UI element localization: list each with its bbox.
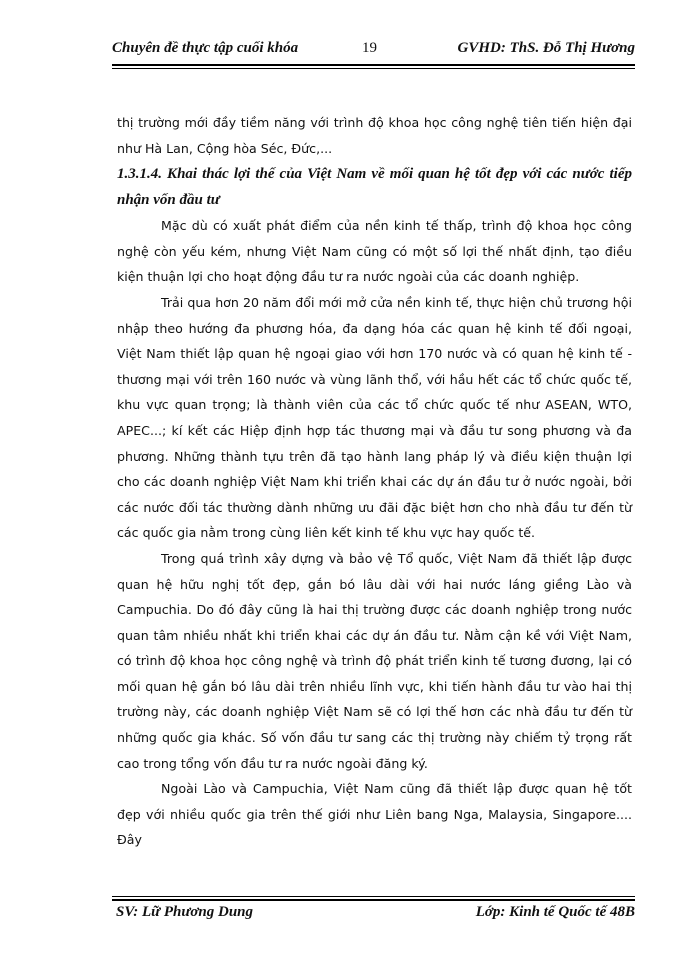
paragraph-2: Trải qua hơn 20 năm đổi mới mở cửa nền kinh tế, thực hiện chủ trương hội nhập theo hướng đa phương hóa, đa dạng hóa các quan hệ kinh tế đối ngoại, Việt Nam thiết lập quan hệ ngoại giao với hơn 170 nước và có quan hệ kinh tế - thương mại với trên 160 nước và vùng lãnh thổ, với hầu hết các tổ chức quốc tế, khu vực quan trọng; là thành viên của các tổ chức quốc tế như ASEAN, WTO, APEC...; kí kết các Hiệp định hợp tác thương mại và đầu tư song phương và đa phương. Những thành tựu trên đã tạo hành lang pháp lý và điều kiện thuận lợi cho các doanh nghiệp Việt Nam khi triển khai các dự án đầu tư ở nước ngoài, bởi các nước đối tác thường dành những ưu đãi đặc biệt hơn cho nhà đầu tư đến từ các quốc gia nằm trong cùng liên kết kinh tế khu vực hay quốc tế. xyxy=(117,294,632,541)
header-rule-thick xyxy=(112,64,635,66)
page-body xyxy=(117,110,632,853)
footer-class: Lớp: Kinh tế Quốc tế 48B xyxy=(475,904,635,920)
paragraph-1: Mặc dù có xuất phát điểm của nền kinh tế thấp, trình độ khoa học công nghệ còn yếu kém, nhưng Việt Nam cũng có một số lợi thế nhất định, tạo điều kiện thuận lợi cho hoạt động đầu tư ra nước ngoài của các doanh nghiệp. xyxy=(117,218,632,285)
header-title: Chuyên đề thực tập cuối khóa xyxy=(112,40,299,56)
header-rule-thin xyxy=(112,68,635,69)
paragraph-4: Ngoài Lào và Campuchia, Việt Nam cũng đã thiết lập được quan hệ tốt đẹp với nhiều quốc gia trên thế giới như Liên bang Nga, Malaysia, Singapore.... Đây xyxy=(117,781,632,848)
footer-rule-thin xyxy=(112,896,635,897)
header-supervisor: GVHD: ThS. Đỗ Thị Hương xyxy=(457,40,635,56)
page-header xyxy=(112,38,635,62)
footer-rule-thick xyxy=(112,899,635,901)
paragraph-3: Trong quá trình xây dựng và bảo vệ Tổ quốc, Việt Nam đã thiết lập được quan hệ hữu nghị tốt đẹp, gắn bó lâu dài với hai nước láng giềng Lào và Campuchia. Do đó đây cũng là hai thị trường được các doanh nghiệp trong nước quan tâm nhiều nhất khi triển khai các dự án đầu tư. Nằm cận kề với Việt Nam, có trình độ khoa học công nghệ và trình độ phát triển kinh tế tương đương, lại có mối quan hệ gắn bó lâu dài trên nhiều lĩnh vực, khi tiến hành đầu tư vào hai thị trường này, các doanh nghiệp Việt Nam sẽ có lợi thế hơn các nhà đầu tư đến từ những quốc gia khác. Số vốn đầu tư sang các thị trường này chiếm tỷ trọng rất cao trong tổng vốn đầu tư ra nước ngoài đăng ký. xyxy=(117,550,632,771)
page-number: 19 xyxy=(362,40,377,56)
section-heading: 1.3.1.4. Khai thác lợi thế của Việt Nam về mối quan hệ tốt đẹp với các nước tiếp nhận vốn đầu tư xyxy=(117,166,632,209)
page-footer xyxy=(112,904,635,926)
intro-paragraph: thị trường mới đầy tiềm năng với trình độ khoa học công nghệ tiên tiến hiện đại như Hà Lan, Cộng hòa Séc, Đức,... xyxy=(117,115,632,156)
footer-student: SV: Lữ Phương Dung xyxy=(116,904,254,920)
